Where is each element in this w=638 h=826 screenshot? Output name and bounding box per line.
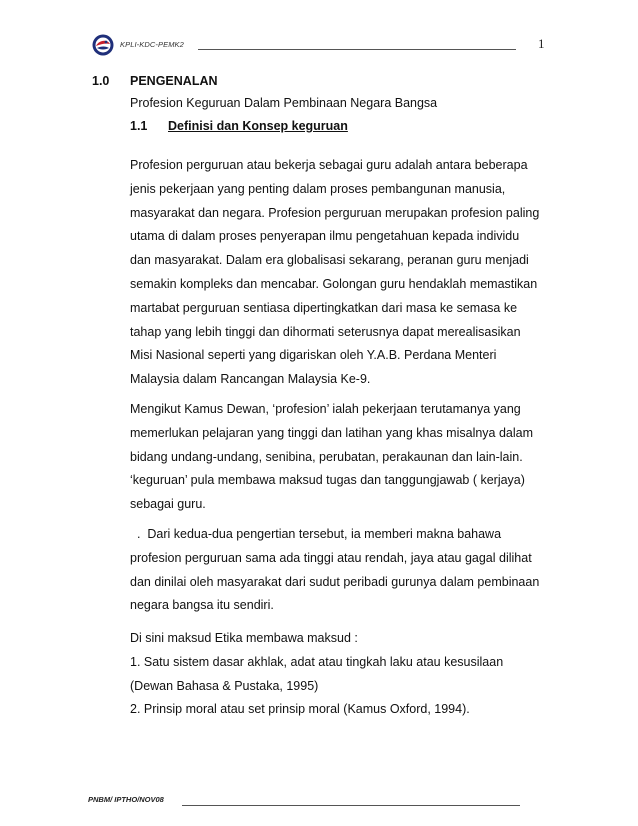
paragraph-line: Malaysia dalam Rancangan Malaysia Ke-9.: [130, 372, 371, 387]
page-header: [92, 34, 562, 58]
paragraph-definition: [130, 154, 546, 392]
paragraph-line: Mengikut Kamus Dewan, ‘profesion’ ialah pekerjaan terutamanya yang: [130, 402, 521, 416]
page-number: 1: [538, 36, 545, 51]
paragraph-line: (Dewan Bahasa & Pustaka, 1995): [130, 678, 319, 693]
header-code: KPLI-KDC-PEMK2: [120, 40, 184, 49]
footer-rule: [182, 805, 520, 806]
section-subtitle: Profesion Keguruan Dalam Pembinaan Negara Bangsa: [130, 96, 438, 110]
institution-logo-icon: [92, 34, 114, 56]
header-rule: [198, 49, 516, 50]
paragraph-line: negara bangsa itu sendiri.: [130, 598, 274, 613]
paragraph-line: dan masyarakat. Dalam era globalisasi sekarang, peranan guru menjadi: [130, 253, 529, 268]
page-footer: [88, 795, 528, 809]
paragraph-line: Profesion perguruan atau bekerja sebagai guru adalah antara beberapa: [130, 158, 528, 172]
subsection-title: Definisi dan Konsep keguruan: [168, 119, 348, 133]
paragraph-line: masyarakat dan negara. Profesion perguruan merupakan profesion paling: [130, 205, 540, 220]
paragraph-line: bidang undang-undang, senibina, perubatan, perakaunan dan lain-lain.: [130, 449, 523, 464]
paragraph-line: . Dari kedua-dua pengertian tersebut, ia memberi makna bahawa: [130, 527, 502, 541]
paragraph-line: semakin kompleks dan mencabar. Golongan guru hendaklah memastikan: [130, 276, 538, 291]
paragraph-line: ‘keguruan’ pula membawa maksud tugas dan tanggungjawab ( kerjaya): [130, 473, 525, 488]
paragraph-line: 2. Prinsip moral atau set prinsip moral (Kamus Oxford, 1994).: [130, 702, 470, 717]
paragraph-line: Misi Nasional seperti yang digariskan oleh Y.A.B. Perdana Menteri: [130, 348, 497, 363]
paragraph-conclusion: [130, 523, 546, 618]
section-title: PENGENALAN: [130, 74, 218, 88]
paragraph-line: utama di dalam proses penyerapan ilmu pengetahuan kepada individu: [130, 229, 520, 244]
paragraph-line: martabat perguruan sentiasa dipertingkatkan dari masa ke semasa ke: [130, 300, 518, 315]
footer-code: PNBM/ IPTHO/NOV08: [88, 795, 164, 804]
paragraph-line: tahap yang lebih tinggi dan dihormati seterusnya dapat merealisasikan: [130, 324, 521, 339]
paragraph-kamus-dewan: [130, 398, 546, 517]
paragraph-line: 1. Satu sistem dasar akhlak, adat atau tingkah laku atau kesusilaan: [130, 654, 504, 669]
paragraph-line: profesion perguruan sama ada tinggi atau rendah, jaya atau gagal dilihat: [130, 550, 532, 565]
paragraph-line: jenis pekerjaan yang penting dalam proses pembangunan manusia,: [130, 181, 506, 196]
subsection-number: 1.1: [130, 119, 148, 133]
paragraph-line: dan dinilai oleh masyarakat dari sudut peribadi gurunya dalam pembinaan: [130, 574, 540, 589]
paragraph-line: sebagai guru.: [130, 497, 206, 512]
paragraph-line: memerlukan pelajaran yang tinggi dan latihan yang khas misalnya dalam: [130, 425, 534, 440]
paragraph-etika: [130, 627, 546, 722]
paragraph-line: Di sini maksud Etika membawa maksud :: [130, 631, 358, 645]
section-number: 1.0: [92, 74, 110, 88]
